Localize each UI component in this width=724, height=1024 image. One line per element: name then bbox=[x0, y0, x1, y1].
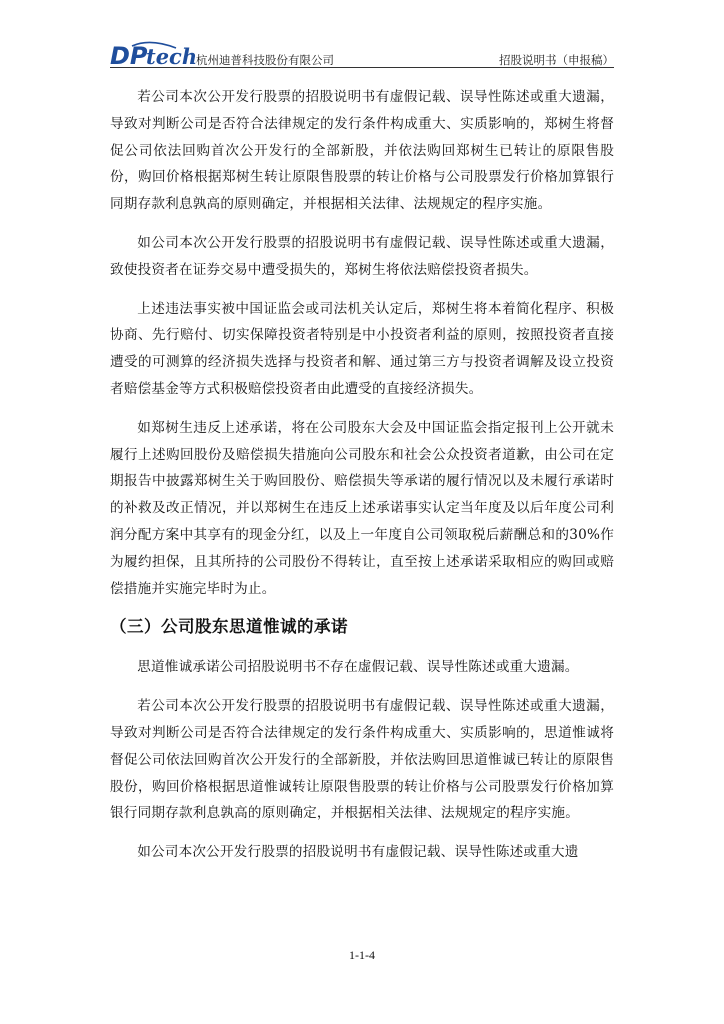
paragraph: 如公司本次公开发行股票的招股说明书有虚假记载、误导性陈述或重大遗 bbox=[137, 844, 579, 861]
paragraph: 上述违法事实被中国证监会或司法机关认定后，郑树生将本着简化程序、积极协商、先行赔付、切实保障投资者特别是中小投资者利益的原则，按照投资者直接遭受的可测算的经济损失选择与投资者和解、通过第三方与投资者调解及设立投资者赔偿基金等方式积极赔偿投资者由此遭受的直接经济损失。 bbox=[110, 300, 614, 397]
paragraph: 若公司本次公开发行股票的招股说明书有虚假记载、误导性陈述或重大遗漏，导致对判断公司是否符合法律规定的发行条件构成重大、实质影响的，思道惟诚将督促公司依法回购首次公开发行的全部新股，并依法购回思道惟诚已转让的原限售股份，购回价格根据思道惟诚转让原限售股票的转让价格与公司股票发行价格加算银行同期存款利息孰高的原则确定，并根据相关法律、法规规定的程序实施。 bbox=[110, 698, 614, 822]
page-header bbox=[110, 30, 614, 70]
paragraph: 思道惟诚承诺公司招股说明书不存在虚假记载、误导性陈述或重大遗漏。 bbox=[137, 659, 579, 676]
svg-text:tech: tech bbox=[146, 44, 198, 69]
paragraph: 如公司本次公开发行股票的招股说明书有虚假记载、误导性陈述或重大遗漏，致使投资者在证券交易中遭受损失的，郑树生将依法赔偿投资者损失。 bbox=[110, 234, 614, 278]
document-body bbox=[110, 84, 614, 878]
svg-text:DP: DP bbox=[110, 42, 148, 70]
company-logo bbox=[110, 38, 198, 70]
header-divider bbox=[110, 67, 614, 68]
company-name: 杭州迪普科技股份有限公司 bbox=[196, 53, 334, 67]
paragraph: 若公司本次公开发行股票的招股说明书有虚假记载、误导性陈述或重大遗漏，导致对判断公司是否符合法律规定的发行条件构成重大、实质影响的，郑树生将督促公司依法回购首次公开发行的全部新股，并依法购回郑树生已转让的原限售股份，购回价格根据郑树生转让原限售股票的转让价格与公司股票发行价格加算银行同期存款利息孰高的原则确定，并根据相关法律、法规规定的程序实施。 bbox=[110, 89, 614, 213]
document-title: 招股说明书（申报稿） bbox=[499, 53, 614, 67]
paragraph: 如郑树生违反上述承诺，将在公司股东大会及中国证监会指定报刊上公开就未履行上述购回股份及赔偿损失措施向公司股东和社会公众投资者道歉，由公司在定期报告中披露郑树生关于购回股份、赔偿损失等承诺的履行情况以及未履行承诺时的补救及改正情况，并以郑树生在违反上述承诺事实认定当年度及以后年度公司利润分配方案中其享有的现金分红，以及上一年度自公司领取税后薪酬总和的30%作为履约担保，且其所持的公司股份不得转让，直至按上述承诺采取相应的购回或赔偿措施并实施完毕时为止。 bbox=[110, 419, 614, 597]
dptech-logo-icon bbox=[110, 40, 198, 70]
section-heading: （三）公司股东思道惟诚的承诺 bbox=[110, 617, 348, 637]
page-number: 1-1-4 bbox=[349, 948, 375, 962]
